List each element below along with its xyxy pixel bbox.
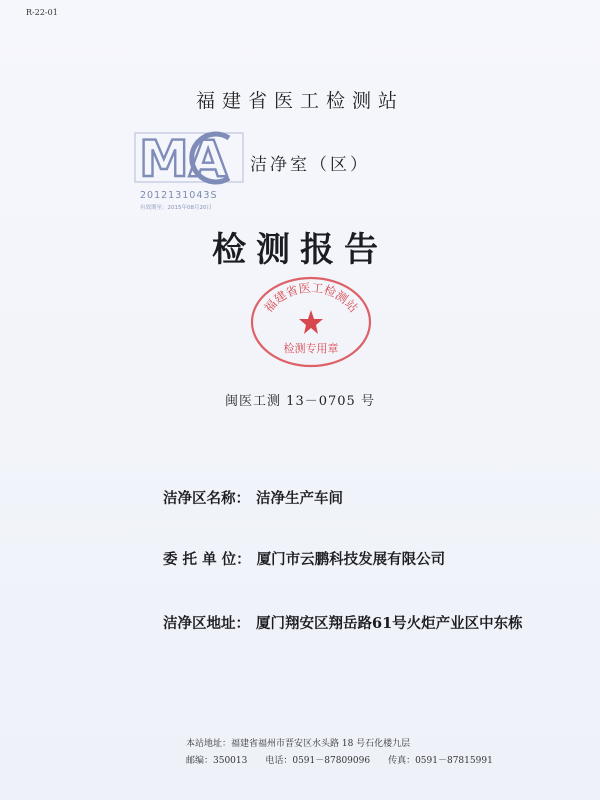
report-title: 检测报告 [212, 230, 388, 270]
field-label: 委 托 单 位： [163, 551, 251, 568]
footer-fax: 传真：0591－87815991 [388, 756, 493, 766]
field-label: 洁净区名称： [163, 490, 250, 507]
clean-room-label: 洁净室（区） [250, 155, 370, 175]
field-label: 洁净区地址： [163, 615, 250, 632]
official-seal-stamp [248, 272, 374, 368]
ma-certification-number: 2012131043S [140, 190, 218, 201]
seal-upper-text: 福建省医工检测站 [261, 280, 361, 316]
seal-lower-text: 检测专用章 [283, 342, 339, 355]
field-value: 厦门市云鹏科技发展有限公司 [256, 551, 446, 568]
field-value: 洁净生产车间 [256, 490, 343, 507]
seal-star-icon [299, 310, 323, 334]
report-number: 闽医工测 13－0705 号 [225, 394, 375, 409]
ma-validity-date: 有效期至：2015年08月20日 [140, 205, 212, 211]
footer-address: 本站地址：福建省福州市晋安区水头路 18 号石化楼九层 [186, 739, 411, 749]
organization-title: 福建省医工检测站 [195, 90, 404, 112]
field-clean-area-address [163, 612, 523, 633]
ma-mark-letters: MA [139, 130, 228, 185]
footer-contact [186, 753, 493, 766]
field-client [163, 548, 445, 569]
field-clean-area-name [163, 487, 343, 508]
ma-certification-logo-icon [133, 130, 245, 185]
footer-phone: 电话：0591－87809096 [265, 756, 371, 766]
field-value: 厦门翔安区翔岳路61号火炬产业区中东栋 [256, 615, 523, 632]
document-code: R-22-01 [26, 8, 58, 17]
footer-postcode: 邮编：350013 [186, 756, 248, 766]
